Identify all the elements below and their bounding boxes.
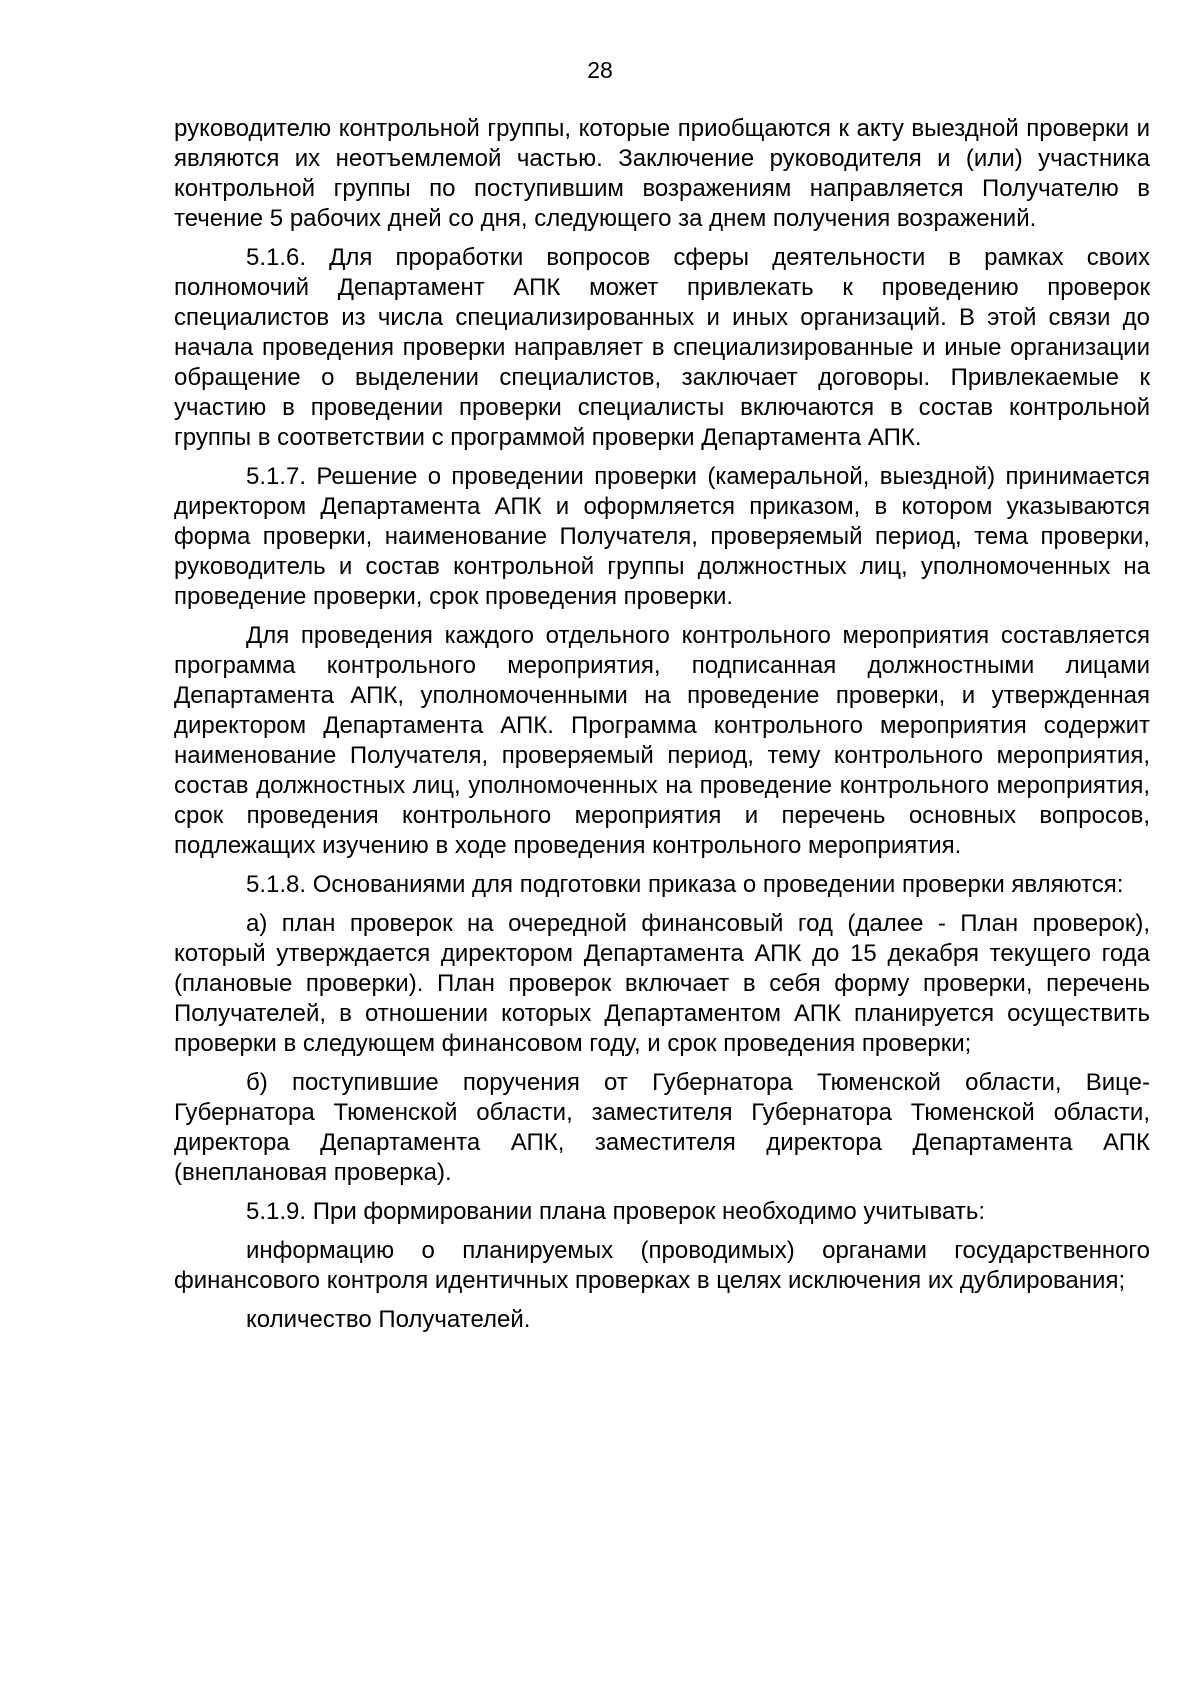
- paragraph-5-1-6: 5.1.6. Для проработки вопросов сферы деятельности в рамках своих полномочий Департамент АПК может привлекать к проведению проверок специалистов из числа специализированных и иных организаций. В этой связи до начала проведения проверки направляет в специализированные и иные организации обращение о выделении специалистов, заключает договоры. Привлекаемые к участию в проведении проверки специалисты включаются в состав контрольной группы в соответствии с программой проверки Департамента АПК.: [174, 244, 1150, 451]
- list-item-information: информацию о планируемых (проводимых) органами государственного финансового контроля идентичных проверках в целях исключения их дублирования;: [174, 1237, 1150, 1294]
- document-body: [174, 114, 1150, 1344]
- list-item-a: а) план проверок на очередной финансовый год (далее - План проверок), который утверждается директором Департамента АПК до 15 декабря текущего года (плановые проверки). План проверок включает в себя форму проверки, перечень Получателей, в отношении которых Департаментом АПК планируется осуществить проверки в следующем финансовом году, и срок проведения проверки;: [174, 910, 1150, 1057]
- paragraph-5-1-8: 5.1.8. Основаниями для подготовки приказа о проведении проверки являются:: [246, 871, 1124, 898]
- list-item-recipients-count: количество Получателей.: [246, 1306, 531, 1333]
- paragraph-program: Для проведения каждого отдельного контрольного мероприятия составляется программа контрольного мероприятия, подписанная должностными лицами Департамента АПК, уполномоченными на проведение проверки, и утвержденная директором Департамента АПК. Программа контрольного мероприятия содержит наименование Получателя, проверяемый период, тему контрольного мероприятия, состав должностных лиц, уполномоченных на проведение контрольного мероприятия, срок проведения контрольного мероприятия и перечень основных вопросов, подлежащих изучению в ходе проведения контрольного мероприятия.: [174, 622, 1150, 859]
- paragraph-5-1-9: 5.1.9. При формировании плана проверок необходимо учитывать:: [246, 1198, 985, 1225]
- page-number: 28: [587, 57, 613, 83]
- paragraph-5-1-7: 5.1.7. Решение о проведении проверки (камеральной, выездной) принимается директором Департамента АПК и оформляется приказом, в котором указываются форма проверки, наименование Получателя, проверяемый период, тема проверки, руководитель и состав контрольной группы должностных лиц, уполномоченных на проведение проверки, срок проведения проверки.: [174, 463, 1150, 610]
- paragraph-continuation: руководителю контрольной группы, которые приобщаются к акту выездной проверки и являются их неотъемлемой частью. Заключение руководителя и (или) участника контрольной группы по поступившим возражениям направляется Получателю в течение 5 рабочих дней со дня, следующего за днем получения возражений.: [174, 115, 1150, 232]
- list-item-b: б) поступившие поручения от Губернатора Тюменской области, Вице-Губернатора Тюменской области, заместителя Губернатора Тюменской области, директора Департамента АПК, заместителя директора Департамента АПК (внеплановая проверка).: [174, 1069, 1150, 1186]
